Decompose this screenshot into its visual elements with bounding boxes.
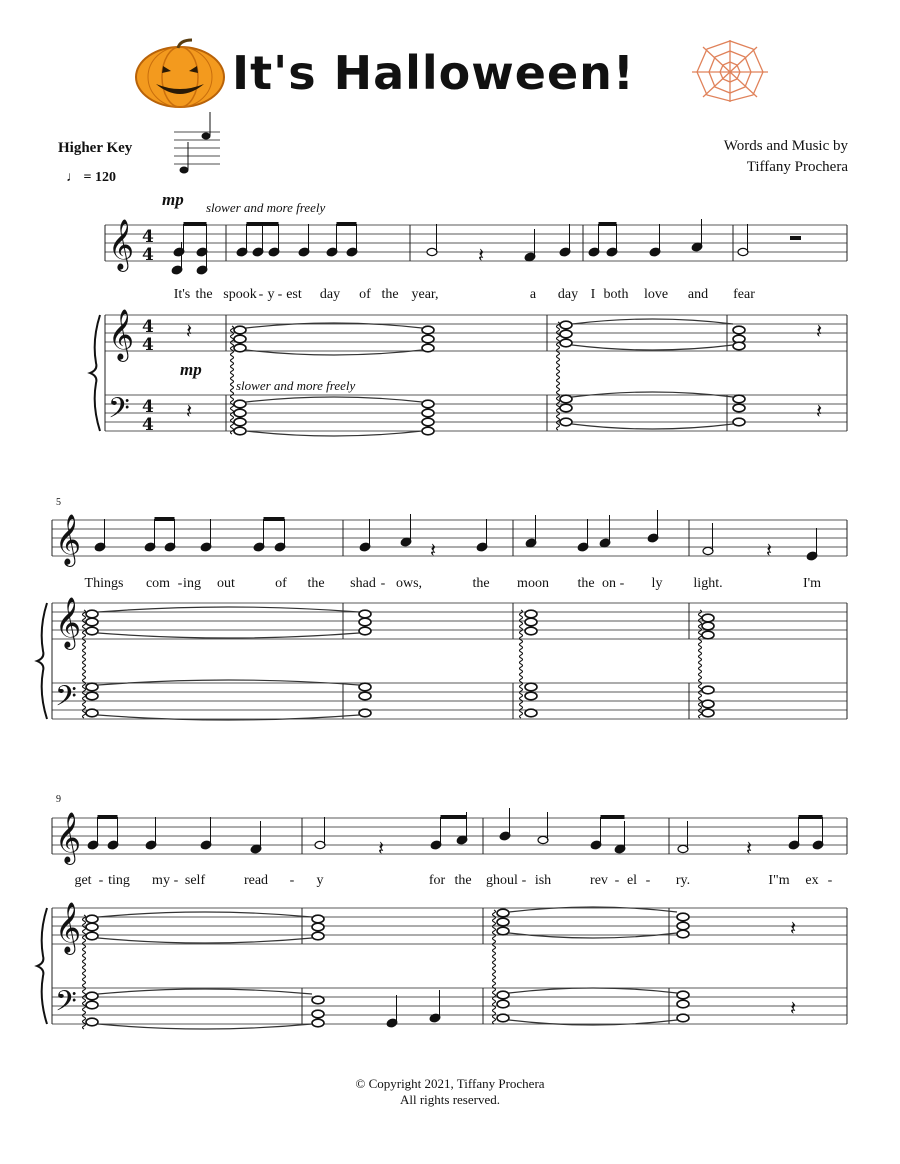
piano-brace (90, 315, 100, 431)
lyric-hyphen: - (173, 873, 179, 888)
copyright-line: © Copyright 2021, Tiffany Prochera (355, 1076, 545, 1091)
pumpkin-icon (136, 40, 224, 107)
lyric-syllable: of (359, 287, 371, 302)
whole-note (86, 992, 98, 1000)
bass-clef: 𝄢 (55, 985, 77, 1025)
time-signature: 4 (142, 245, 154, 265)
lyric-hyphen: - (645, 873, 651, 888)
whole-note (359, 618, 371, 626)
whole-note (560, 321, 572, 329)
whole-note (677, 922, 689, 930)
lyric-syllable: est (286, 287, 302, 302)
lyric-syllable: the (307, 576, 325, 591)
lyric-syllable: el (626, 873, 638, 888)
treble-clef: 𝄞 (55, 597, 82, 648)
whole-note (560, 339, 572, 347)
whole-note (422, 344, 434, 352)
measure-number: 5 (56, 497, 61, 508)
note-head (738, 248, 748, 255)
lyric-hyphen: - (177, 576, 183, 591)
whole-note (86, 610, 98, 618)
whole-note (525, 683, 537, 691)
time-signature: 4 (142, 317, 154, 337)
whole-note (359, 709, 371, 717)
lyric-hyphen: - (289, 873, 295, 888)
tie (98, 633, 359, 638)
whole-note (733, 326, 745, 334)
lyric-hyphen: - (258, 287, 264, 302)
whole-note (497, 1014, 509, 1022)
lyric-hyphen: - (521, 873, 527, 888)
lyric-syllable: ish (534, 873, 552, 888)
whole-note (359, 683, 371, 691)
lyric-hyphen: - (619, 576, 625, 591)
lyric-syllable: of (275, 576, 287, 591)
lyric-hyphen: - (827, 873, 833, 888)
whole-note (560, 330, 572, 338)
lyric-syllable: spook (223, 287, 257, 302)
lyric-syllable: Things (84, 576, 124, 591)
page-title: It's Halloween! (232, 46, 635, 100)
spider-web-icon (692, 40, 768, 102)
treble-clef: 𝄞 (108, 219, 135, 270)
whole-note (359, 692, 371, 700)
whole-note (86, 915, 98, 923)
lyric-syllable: I (590, 287, 596, 302)
whole-note (312, 1010, 324, 1018)
quarter-rest: 𝄽 (816, 399, 823, 423)
whole-note (86, 692, 98, 700)
lyric-syllable: year, (411, 287, 439, 302)
key-label: Higher Key (58, 140, 133, 156)
whole-note (702, 614, 714, 622)
lyric-syllable: ghoul (486, 873, 518, 888)
piano-brace (37, 908, 47, 1024)
lyric-syllable: com (145, 576, 171, 591)
whole-note (422, 400, 434, 408)
lyric-syllable: ows, (395, 576, 423, 591)
whole-note (702, 631, 714, 639)
whole-note (525, 709, 537, 717)
tie (246, 397, 422, 402)
note-head (678, 845, 688, 852)
lyric-syllable: I'm (802, 576, 822, 591)
whole-note (422, 326, 434, 334)
whole-note (312, 915, 324, 923)
lyric-syllable: It's (173, 287, 191, 302)
measure-number: 9 (56, 794, 61, 805)
composer-name: Tiffany Prochera (746, 159, 848, 175)
whole-note (359, 610, 371, 618)
tie (98, 938, 312, 943)
whole-note (86, 683, 98, 691)
whole-note (677, 930, 689, 938)
whole-note (422, 335, 434, 343)
lyric-hyphen: - (277, 287, 283, 302)
note-head (703, 547, 713, 554)
tempo-value: = 120 (83, 170, 116, 185)
lyric-syllable: the (472, 576, 490, 591)
tie (572, 392, 733, 397)
whole-note (312, 923, 324, 931)
arpeggio (83, 610, 86, 718)
lyric-syllable: the (195, 287, 213, 302)
whole-note (702, 622, 714, 630)
credit-line: Words and Music by (723, 138, 848, 154)
tie (98, 989, 312, 994)
lyric-syllable: y (267, 287, 275, 302)
quarter-rest: 𝄽 (478, 243, 485, 267)
lyric-syllable: I"m (768, 873, 790, 888)
whole-note (497, 918, 509, 926)
lyric-syllable: both (603, 287, 629, 302)
whole-note (312, 1019, 324, 1027)
time-signature: 4 (142, 227, 154, 247)
whole-note (497, 909, 509, 917)
lyric-syllable: y (316, 873, 324, 888)
note-head (538, 836, 548, 843)
whole-note (422, 427, 434, 435)
whole-note (497, 927, 509, 935)
tie (509, 933, 677, 938)
time-signature: 4 (142, 335, 154, 355)
whole-note (733, 404, 745, 412)
whole-note (525, 610, 537, 618)
lyric-syllable: light. (693, 576, 723, 591)
dynamic-marking-vocal: mp (162, 190, 184, 209)
arpeggio (557, 322, 560, 430)
whole-note (702, 686, 714, 694)
whole-note (422, 409, 434, 417)
note-head (315, 841, 325, 848)
whole-note (497, 991, 509, 999)
lyric-syllable: ry. (675, 873, 691, 888)
lyric-syllable: a (529, 287, 537, 302)
lyric-syllable: self (184, 873, 206, 888)
lyric-syllable: ing (183, 576, 201, 591)
whole-note (86, 923, 98, 931)
lyric-syllable: fear (733, 287, 755, 302)
quarter-rest: 𝄽 (378, 836, 385, 860)
tie (572, 319, 733, 324)
lyric-syllable: ex (805, 873, 819, 888)
tie (246, 431, 422, 436)
quarter-rest: 𝄽 (186, 399, 193, 423)
piano-brace (37, 603, 47, 719)
lyric-syllable: and (687, 287, 709, 302)
lyric-syllable: get (74, 873, 92, 888)
lyric-syllable: ly (651, 576, 663, 591)
tie (98, 912, 312, 917)
lyric-syllable: the (454, 873, 472, 888)
whole-note (702, 709, 714, 717)
tempo-text-vocal: slower and more freely (206, 200, 326, 215)
quarter-rest: 𝄽 (766, 538, 773, 562)
whole-note (677, 1014, 689, 1022)
whole-note (525, 618, 537, 626)
time-signature: 4 (142, 397, 154, 417)
treble-clef: 𝄞 (55, 514, 82, 565)
note-head (427, 248, 437, 255)
arpeggio (493, 910, 496, 1024)
whole-note (677, 991, 689, 999)
whole-note (234, 344, 246, 352)
lyric-syllable: out (217, 576, 235, 591)
whole-note (677, 913, 689, 921)
whole-note (234, 335, 246, 343)
whole-note (733, 395, 745, 403)
whole-note (86, 709, 98, 717)
arpeggio (520, 610, 523, 718)
quarter-rest: 𝄽 (790, 996, 797, 1020)
bass-clef: 𝄢 (55, 680, 77, 720)
whole-note (234, 409, 246, 417)
tie (572, 345, 733, 350)
whole-note (422, 418, 434, 426)
lyric-syllable: on (602, 576, 616, 591)
whole-note (702, 700, 714, 708)
whole-note (86, 1001, 98, 1009)
whole-note (234, 326, 246, 334)
tie (98, 607, 359, 612)
lyric-syllable: shad (350, 576, 376, 591)
quarter-rest: 𝄽 (186, 319, 193, 343)
tempo-text-piano: slower and more freely (236, 378, 356, 393)
arpeggio (83, 915, 86, 1029)
treble-clef: 𝄞 (55, 902, 82, 953)
lyric-syllable: the (381, 287, 399, 302)
quarter-rest: 𝄽 (790, 916, 797, 940)
tie (98, 680, 359, 685)
tie (98, 1024, 312, 1029)
lyric-syllable: day (319, 287, 341, 302)
quarter-rest: 𝄽 (430, 538, 437, 562)
whole-note (86, 627, 98, 635)
whole-note (86, 618, 98, 626)
whole-note (733, 418, 745, 426)
quarter-note-icon: ♩ (66, 170, 80, 185)
whole-note (677, 1000, 689, 1008)
whole-note (312, 996, 324, 1004)
lyric-syllable: ting (108, 873, 130, 888)
whole-note (234, 400, 246, 408)
lyric-syllable: my (152, 873, 170, 888)
whole-note (86, 1018, 98, 1026)
arpeggio (699, 610, 702, 718)
whole-note (497, 1000, 509, 1008)
bass-clef: 𝄢 (108, 392, 130, 432)
whole-note (525, 692, 537, 700)
half-rest (790, 236, 801, 240)
lyric-syllable: the (577, 576, 595, 591)
quarter-rest: 𝄽 (816, 319, 823, 343)
lyric-syllable: rev (590, 873, 608, 888)
rights-line: All rights reserved. (399, 1092, 500, 1107)
treble-clef: 𝄞 (108, 309, 135, 360)
tie (572, 424, 733, 429)
whole-note (560, 418, 572, 426)
lyric-syllable: read (243, 873, 269, 888)
lyric-syllable: love (643, 287, 669, 302)
whole-note (560, 395, 572, 403)
dynamic-marking-piano: mp (180, 360, 202, 379)
whole-note (234, 427, 246, 435)
key-range-example (174, 112, 220, 173)
tie (509, 988, 677, 993)
lyric-hyphen: - (380, 576, 386, 591)
lyric-syllable: moon (517, 576, 549, 591)
treble-clef: 𝄞 (55, 812, 82, 863)
quarter-rest: 𝄽 (746, 836, 753, 860)
lyric-syllable: for (428, 873, 446, 888)
lyric-syllable: day (557, 287, 579, 302)
whole-note (234, 418, 246, 426)
lyric-hyphen: - (614, 873, 620, 888)
whole-note (86, 932, 98, 940)
time-signature: 4 (142, 415, 154, 435)
whole-note (560, 404, 572, 412)
whole-note (733, 342, 745, 350)
whole-note (359, 627, 371, 635)
lyric-hyphen: - (98, 873, 104, 888)
whole-note (312, 932, 324, 940)
whole-note (525, 627, 537, 635)
